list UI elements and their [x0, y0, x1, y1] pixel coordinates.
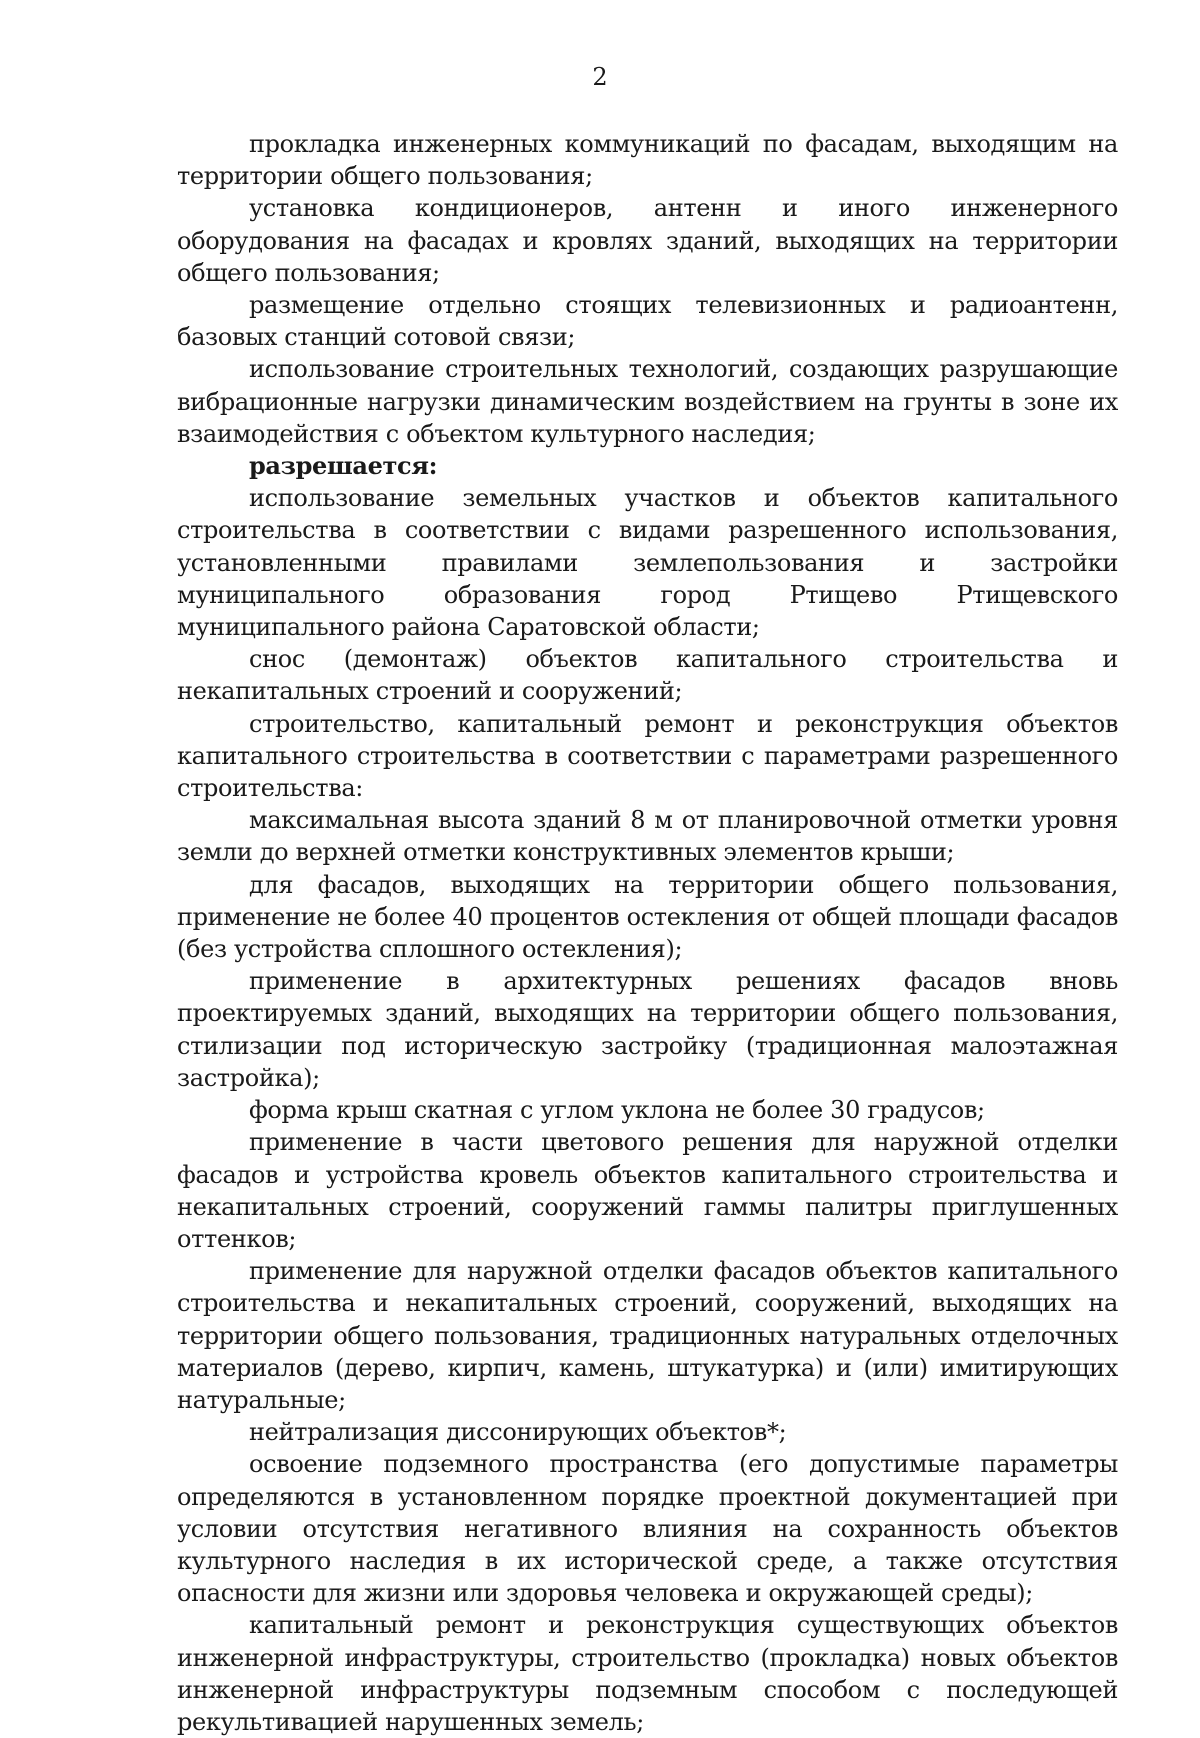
paragraph: использование земельных участков и объектов капитального строительства в соответствии с видами разрешенного использования, установленными правилами землепользования и застройки муниципального образования город Ртищево Ртищевского муниципального района Саратовской области; — [177, 484, 1118, 642]
document-body — [177, 128, 1118, 1738]
paragraph: применение в архитектурных решениях фасадов вновь проектируемых зданий, выходящих на территории общего пользования, стилизации под историческую застройку (традиционная малоэтажная застройка); — [177, 967, 1118, 1092]
paragraph: строительство, капитальный ремонт и реконструкция объектов капитального строительства в соответствии с параметрами разрешенного строительства: — [177, 709, 1118, 803]
paragraph: размещение отдельно стоящих телевизионных и радиоантенн, базовых станций сотовой связи; — [177, 291, 1118, 352]
paragraph: капитальный ремонт и реконструкция существующих объектов инженерной инфраструктуры, строительство (прокладка) новых объектов инженерной инфраструктуры подземным способом с последующей рекультивацией нарушенных земель; — [177, 1611, 1118, 1736]
paragraph: форма крыш скатная с углом уклона не более 30 градусов; — [249, 1096, 985, 1125]
paragraph: установка кондиционеров, антенн и иного инженерного оборудования на фасадах и кровлях зданий, выходящих на территории общего пользования; — [177, 194, 1118, 287]
page-number: 2 — [592, 63, 608, 91]
section-heading: разрешается: — [249, 451, 438, 481]
paragraph: прокладка инженерных коммуникаций по фасадам, выходящим на территории общего пользования; — [177, 130, 1118, 191]
paragraph: применение для наружной отделки фасадов объектов капитального строительства и некапитальных строений, сооружений, выходящих на территории общего пользования, традиционных натуральных отделочных материалов (дерево, кирпич, камень, штукатурка) и (или) имитирующих натуральные; — [177, 1257, 1118, 1414]
paragraph: снос (демонтаж) объектов капитального строительства и некапитальных строений и сооружений; — [177, 645, 1118, 706]
paragraph: максимальная высота зданий 8 м от планировочной отметки уровня земли до верхней отметки конструктивных элементов крыши; — [177, 806, 1118, 867]
paragraph: нейтрализация диссонирующих объектов*; — [249, 1418, 787, 1447]
paragraph: освоение подземного пространства (его допустимые параметры определяются в установленном порядке проектной документацией при условии отсутствия негативного влияния на сохранность объектов культурного наследия в их исторической среде, а также отсутствия опасности для жизни или здоровья человека и окружающей среды); — [177, 1450, 1118, 1608]
paragraph: для фасадов, выходящих на территории общего пользования, применение не более 40 процентов остекления от общей площади фасадов (без устройства сплошного остекления); — [177, 870, 1118, 964]
paragraph: использование строительных технологий, создающих разрушающие вибрационные нагрузки динамическим воздействием на грунты в зоне их взаимодействия с объектом культурного наследия; — [177, 355, 1118, 448]
paragraph: применение в части цветового решения для наружной отделки фасадов и устройства кровель объектов капитального строительства и некапитальных строений, сооружений гаммы палитры приглушенных оттенков; — [177, 1128, 1118, 1253]
